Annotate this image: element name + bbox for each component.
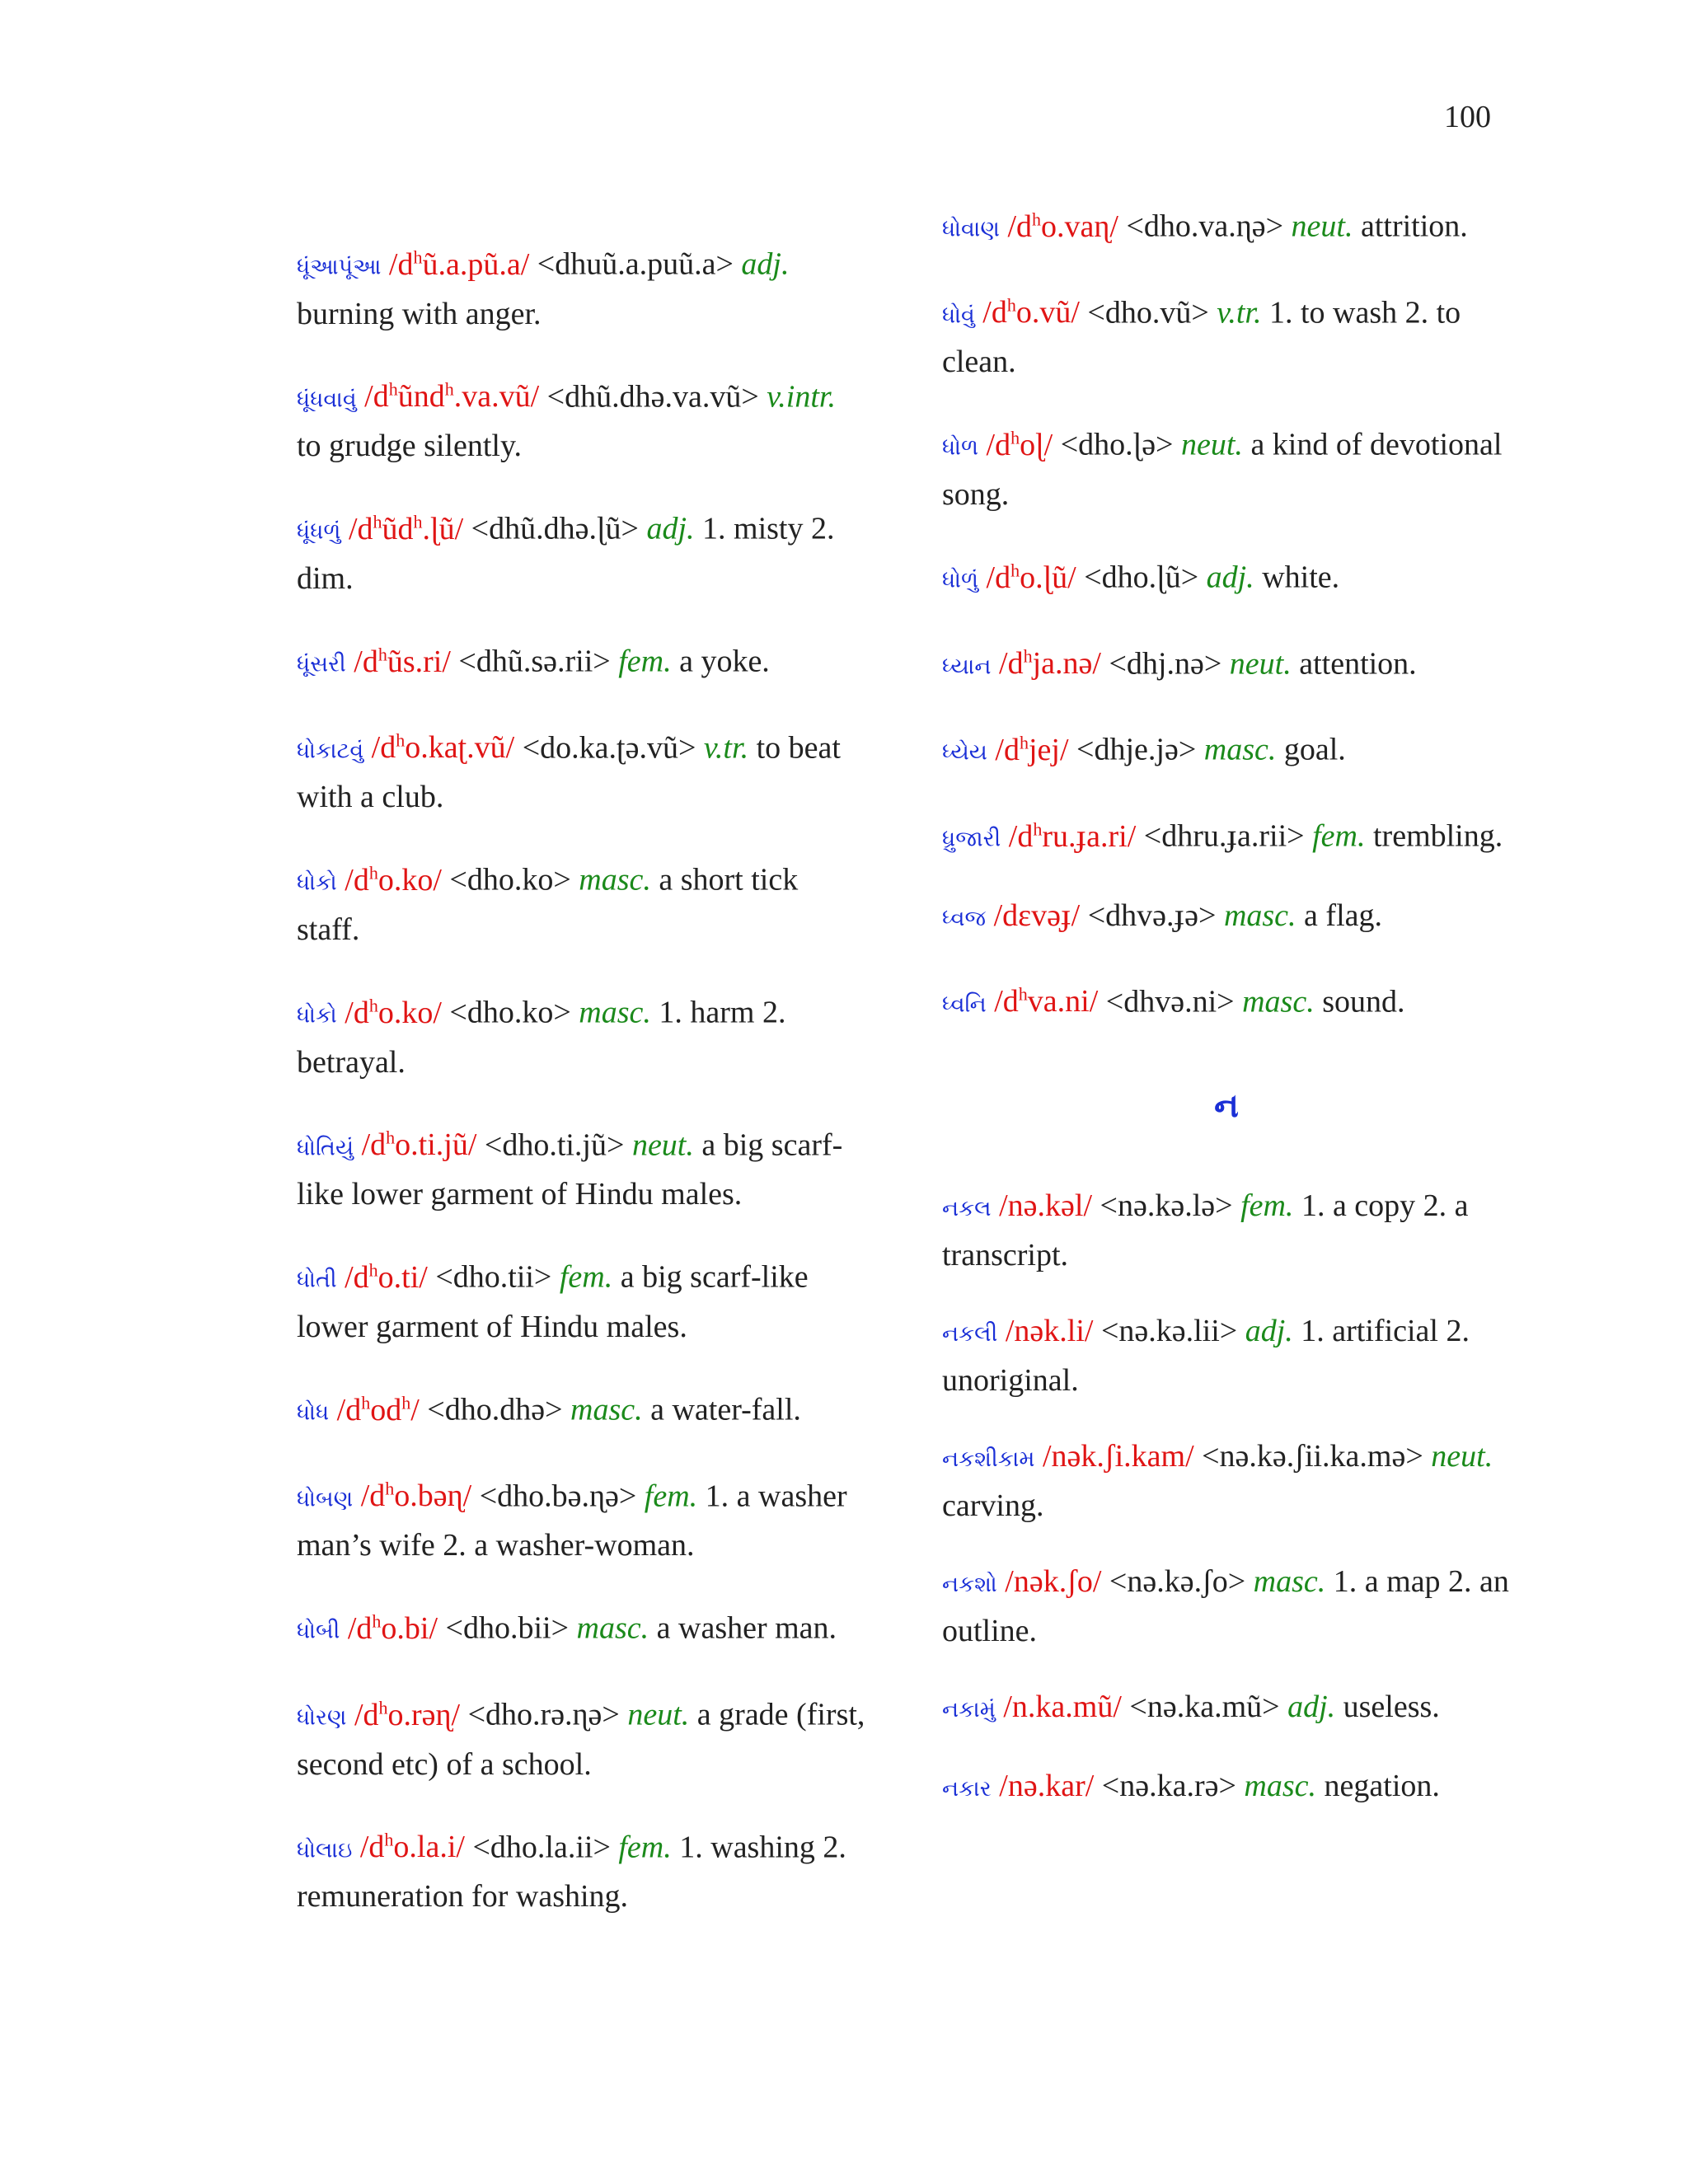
definition: 1. a map 2. an outline. bbox=[942, 1564, 1509, 1649]
part-of-speech: neut. bbox=[627, 1697, 690, 1732]
part-of-speech: neut. bbox=[631, 1127, 694, 1163]
dictionary-entry bbox=[297, 982, 865, 1085]
headword: ધોકો bbox=[297, 1002, 337, 1029]
transliteration: <dho.la.ii> bbox=[472, 1830, 611, 1865]
ipa-pronunciation: $/d^hoɭ/$ bbox=[986, 427, 1053, 462]
headword: ધોળું bbox=[942, 567, 979, 593]
transliteration: <do.ka.ʈə.vũ> bbox=[522, 730, 696, 766]
ipa-pronunciation: $/d^ho.bi/$ bbox=[347, 1610, 438, 1646]
headword: ધોતી bbox=[297, 1267, 337, 1293]
dictionary-entry bbox=[942, 634, 1511, 691]
dictionary-entry bbox=[942, 719, 1511, 776]
headword: ધોધ bbox=[297, 1399, 330, 1426]
dictionary-entry bbox=[297, 1380, 865, 1436]
part-of-speech: neut. bbox=[1181, 427, 1243, 462]
definition: to grudge silently. bbox=[297, 429, 522, 464]
definition: 1. washing 2. remuneration for washing. bbox=[297, 1830, 846, 1915]
headword: ધોબી bbox=[297, 1618, 340, 1644]
transliteration: <dho.ɭə> bbox=[1060, 427, 1174, 462]
transliteration: <dho.vũ> bbox=[1087, 295, 1209, 330]
part-of-speech: masc. bbox=[1244, 1769, 1317, 1804]
part-of-speech: v.tr. bbox=[703, 730, 749, 766]
dictionary-entry bbox=[942, 806, 1511, 863]
ipa-pronunciation: /dɛvəɟ/ bbox=[993, 898, 1081, 933]
headword: ધ્વનિ bbox=[942, 991, 987, 1018]
transliteration: <dho.tii> bbox=[435, 1259, 552, 1295]
dictionary-entry bbox=[942, 1183, 1511, 1278]
part-of-speech: neut. bbox=[1229, 646, 1292, 682]
headword: નકલી bbox=[942, 1321, 998, 1347]
transliteration: <dho.ko> bbox=[449, 862, 571, 898]
definition: a grade (first, second etc) of a school. bbox=[297, 1697, 865, 1782]
headword: નકાર bbox=[942, 1776, 992, 1802]
headword: ધૂંસરી bbox=[297, 651, 346, 677]
part-of-speech: masc. bbox=[1242, 984, 1315, 1019]
dictionary-entry bbox=[942, 893, 1511, 942]
dictionary-entry bbox=[297, 499, 865, 602]
headword: ધોકાટવું bbox=[297, 738, 364, 764]
dictionary-entry bbox=[297, 1685, 865, 1788]
dictionary-entry bbox=[297, 367, 865, 470]
ipa-pronunciation: /n.ka.mũ/ bbox=[1003, 1690, 1122, 1725]
right-column bbox=[942, 196, 1511, 1842]
dictionary-entry bbox=[942, 415, 1511, 518]
transliteration: <dho.ɭũ> bbox=[1084, 560, 1199, 595]
page-number: 100 bbox=[1444, 100, 1491, 134]
part-of-speech: fem. bbox=[618, 1830, 672, 1865]
transliteration: <dho.ko> bbox=[449, 995, 571, 1030]
part-of-speech: fem. bbox=[1312, 818, 1366, 854]
dictionary-entry bbox=[942, 547, 1511, 604]
definition: a big scarf-like lower garment of Hindu males. bbox=[297, 1127, 843, 1212]
transliteration: <dho.va.ɳə> bbox=[1126, 209, 1284, 244]
definition: trembling. bbox=[1372, 818, 1503, 854]
headword: ધ્વજ bbox=[942, 905, 987, 931]
transliteration: <dho.bii> bbox=[445, 1610, 570, 1646]
part-of-speech: masc. bbox=[579, 995, 651, 1030]
definition: a kind of devotional song. bbox=[942, 427, 1503, 512]
headword: ધોવું bbox=[942, 302, 975, 329]
part-of-speech: masc. bbox=[570, 1392, 643, 1427]
part-of-speech: fem. bbox=[559, 1259, 613, 1295]
headword: ધ્રુજારી bbox=[942, 826, 1001, 852]
ipa-pronunciation: $/d^hva.ni/$ bbox=[994, 983, 1099, 1019]
definition: a flag. bbox=[1304, 898, 1382, 933]
part-of-speech: fem. bbox=[618, 644, 672, 679]
headword: ધોલાઇ bbox=[297, 1837, 353, 1863]
definition: attrition. bbox=[1360, 209, 1468, 244]
headword: ધોકો bbox=[297, 869, 337, 896]
definition: a big scarf-like lower garment of Hindu males. bbox=[297, 1259, 809, 1344]
definition: carving. bbox=[942, 1488, 1044, 1524]
definition: a water-fall. bbox=[650, 1392, 801, 1427]
dictionary-entry bbox=[297, 1115, 865, 1218]
right-column-top bbox=[942, 196, 1511, 1028]
transliteration: <dhvə.ni> bbox=[1105, 984, 1235, 1019]
transliteration: <dho.rə.ɳə> bbox=[467, 1697, 620, 1732]
definition: a yoke. bbox=[679, 644, 770, 679]
definition: a washer man. bbox=[656, 1610, 837, 1646]
headword: નકામું bbox=[942, 1697, 996, 1723]
definition: to beat with a club. bbox=[297, 730, 841, 815]
headword: નકલ bbox=[942, 1196, 992, 1222]
ipa-pronunciation: $/d^ho.ko/$ bbox=[345, 862, 442, 898]
ipa-pronunciation: $/d^hũ.a.pũ.a/$ bbox=[388, 246, 530, 282]
ipa-pronunciation: $/d^ho.ti.jũ/$ bbox=[361, 1127, 477, 1163]
section-letter: ન bbox=[1214, 1087, 1239, 1126]
headword: ધોરણ bbox=[297, 1704, 347, 1731]
transliteration: <nə.ka.rə> bbox=[1101, 1769, 1236, 1804]
ipa-pronunciation: $/d^ho.bəɳ/$ bbox=[360, 1478, 472, 1514]
ipa-pronunciation: $/d^ho.la.i/$ bbox=[359, 1829, 465, 1865]
ipa-pronunciation: $/d^ho.ko/$ bbox=[345, 994, 442, 1030]
part-of-speech: adj. bbox=[646, 511, 695, 546]
transliteration: <nə.kə.lə> bbox=[1100, 1188, 1233, 1224]
ipa-pronunciation: $/d^hod^h/$ bbox=[336, 1391, 420, 1427]
ipa-pronunciation: $/d^ho.vaɳ/$ bbox=[1007, 209, 1118, 244]
ipa-pronunciation: $/d^hũnd^h.va.vũ/$ bbox=[364, 378, 540, 415]
definition: 1. a copy 2. a transcript. bbox=[942, 1188, 1469, 1273]
part-of-speech: adj. bbox=[1287, 1690, 1336, 1725]
transliteration: <nə.kə.ʃo> bbox=[1109, 1564, 1246, 1600]
dictionary-entry bbox=[297, 1598, 865, 1655]
dictionary-entry bbox=[942, 1558, 1511, 1654]
transliteration: <dho.bə.ɳə> bbox=[479, 1479, 637, 1514]
definition: attention. bbox=[1299, 646, 1417, 682]
headword: ધોળ bbox=[942, 434, 979, 461]
ipa-pronunciation: /nə.kar/ bbox=[999, 1769, 1095, 1804]
ipa-pronunciation: $/d^hja.nə/$ bbox=[999, 645, 1101, 682]
part-of-speech: fem. bbox=[644, 1479, 698, 1514]
dictionary-entry bbox=[942, 1433, 1511, 1529]
dictionary-entry bbox=[942, 1684, 1511, 1733]
part-of-speech: v.intr. bbox=[767, 379, 837, 415]
part-of-speech: adj. bbox=[1245, 1314, 1293, 1349]
definition: burning with anger. bbox=[297, 296, 542, 331]
ipa-pronunciation: /nək.ʃi.kam/ bbox=[1042, 1439, 1194, 1474]
part-of-speech: adj. bbox=[741, 246, 790, 282]
dictionary-entry bbox=[297, 850, 865, 953]
dictionary-entry bbox=[942, 283, 1511, 386]
transliteration: <dhvə.ɟə> bbox=[1087, 898, 1217, 933]
headword: નકશીકામ bbox=[942, 1446, 1035, 1473]
transliteration: <dhũ.sə.rii> bbox=[458, 644, 611, 679]
dictionary-entry bbox=[297, 718, 865, 821]
ipa-pronunciation: /nək.ʃo/ bbox=[1005, 1564, 1102, 1600]
headword: ધોબણ bbox=[297, 1486, 354, 1512]
headword: નકશો bbox=[942, 1572, 997, 1598]
ipa-pronunciation: $/d^ho.rəɳ/$ bbox=[354, 1696, 461, 1732]
transliteration: <dhuũ.a.puũ.a> bbox=[537, 246, 734, 282]
dictionary-entry bbox=[297, 1466, 865, 1569]
transliteration: <dho.ti.jũ> bbox=[484, 1127, 625, 1163]
dictionary-entry bbox=[942, 972, 1511, 1029]
ipa-pronunciation: /nə.kəl/ bbox=[999, 1188, 1093, 1224]
right-column-bottom bbox=[942, 1183, 1511, 1812]
definition: white. bbox=[1262, 560, 1340, 595]
ipa-pronunciation: /nək.li/ bbox=[1005, 1314, 1094, 1349]
definition: a short tick staff. bbox=[297, 862, 799, 947]
ipa-pronunciation: $/d^ho.kaʈ.vũ/$ bbox=[371, 729, 515, 766]
ipa-pronunciation: $/d^hjej/$ bbox=[995, 732, 1069, 767]
transliteration: <dhũ.dhə.ɭũ> bbox=[471, 511, 639, 546]
definition: negation. bbox=[1324, 1769, 1440, 1804]
headword: ધ્યાન bbox=[942, 654, 992, 680]
definition: 1. harm 2. betrayal. bbox=[297, 995, 786, 1080]
headword: ધૂંધળું bbox=[297, 518, 341, 545]
transliteration: <dhũ.dhə.va.vũ> bbox=[546, 379, 759, 415]
transliteration: <dhje.jə> bbox=[1076, 732, 1197, 767]
transliteration: <dhj.nə> bbox=[1109, 646, 1222, 682]
ipa-pronunciation: $/d^ho.vũ/$ bbox=[982, 294, 1080, 330]
transliteration: <nə.kə.ʃii.ka.mə> bbox=[1202, 1439, 1423, 1474]
dictionary-entry bbox=[297, 631, 865, 688]
transliteration: <nə.ka.mũ> bbox=[1129, 1690, 1280, 1725]
transliteration: <dhru.ɟa.rii> bbox=[1143, 818, 1305, 854]
part-of-speech: adj. bbox=[1206, 560, 1254, 595]
definition: 1. to wash 2. to clean. bbox=[942, 295, 1461, 380]
dictionary-entry bbox=[297, 1817, 865, 1920]
dictionary-entry bbox=[942, 1763, 1511, 1812]
definition: 1. a washer man’s wife 2. a washer-woman. bbox=[297, 1479, 847, 1563]
part-of-speech: neut. bbox=[1291, 209, 1353, 244]
transliteration: <nə.kə.lii> bbox=[1100, 1314, 1238, 1349]
part-of-speech: masc. bbox=[576, 1610, 649, 1646]
dictionary-entry bbox=[942, 196, 1511, 253]
part-of-speech: masc. bbox=[579, 862, 651, 898]
definition: 1. misty 2. dim. bbox=[297, 511, 835, 596]
definition: goal. bbox=[1283, 732, 1346, 767]
dictionary-entry bbox=[297, 1247, 865, 1350]
part-of-speech: v.tr. bbox=[1217, 295, 1262, 330]
part-of-speech: masc. bbox=[1223, 898, 1296, 933]
ipa-pronunciation: $/d^hũd^h.ɭũ/$ bbox=[348, 511, 464, 546]
ipa-pronunciation: $/d^hũs.ri/$ bbox=[354, 643, 451, 679]
ipa-pronunciation: $/d^ho.ti/$ bbox=[345, 1259, 428, 1295]
left-column bbox=[297, 234, 865, 1949]
definition: 1. artificial 2. unoriginal. bbox=[942, 1314, 1470, 1399]
part-of-speech: neut. bbox=[1431, 1439, 1493, 1474]
headword: ધોવાણ bbox=[942, 216, 1000, 242]
transliteration: <dho.dhə> bbox=[427, 1392, 563, 1427]
ipa-pronunciation: $/d^ho.ɭũ/$ bbox=[986, 559, 1076, 595]
headword: ધોતિયું bbox=[297, 1135, 354, 1161]
part-of-speech: masc. bbox=[1203, 732, 1277, 767]
part-of-speech: masc. bbox=[1253, 1564, 1326, 1600]
headword: ધૂંઆપૂંઆ bbox=[297, 254, 382, 280]
part-of-speech: fem. bbox=[1240, 1188, 1294, 1224]
headword: ધ્યેય bbox=[942, 739, 987, 766]
headword: ધૂંધવાવું bbox=[297, 387, 357, 413]
dictionary-entry bbox=[297, 234, 865, 337]
dictionary-entry bbox=[942, 1308, 1511, 1404]
definition: sound. bbox=[1322, 984, 1405, 1019]
ipa-pronunciation: $/d^hru.ɟa.ri/$ bbox=[1008, 818, 1137, 854]
definition: useless. bbox=[1343, 1690, 1440, 1725]
